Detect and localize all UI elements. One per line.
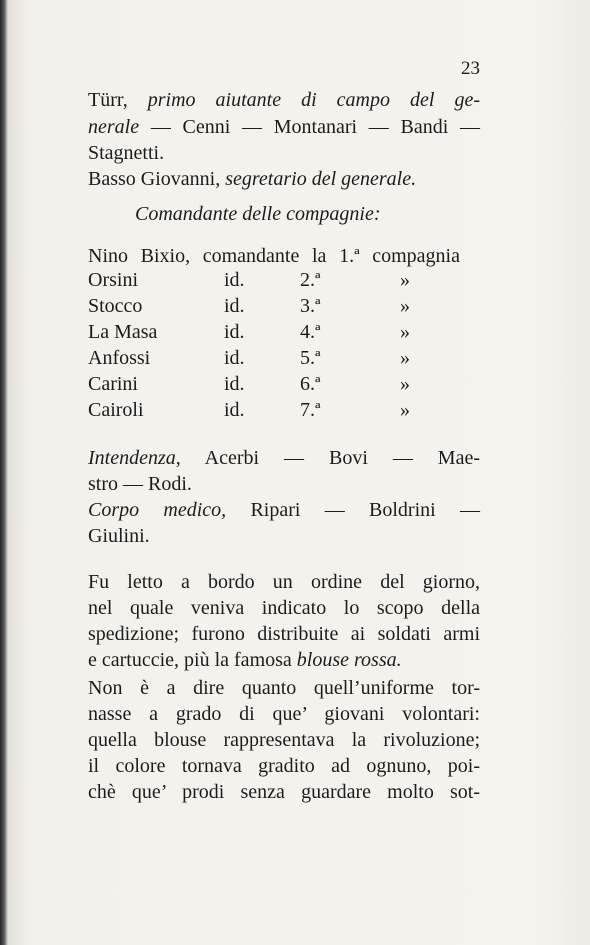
company-number: 7.ª xyxy=(300,399,321,421)
italic-span: Corpo medico, xyxy=(88,499,227,521)
commander-name: Carini xyxy=(88,373,138,395)
paragraph-line: nel quale veniva indicato lo scopo della xyxy=(88,597,480,619)
company-number: 3.ª xyxy=(300,295,321,317)
italic-span: nerale xyxy=(88,116,140,138)
ditto-mark: » xyxy=(400,269,410,291)
text-span: Stagnetti. xyxy=(88,142,165,164)
text-line xyxy=(88,471,480,497)
ditto-id: id. xyxy=(224,321,245,343)
text-span: Ripari — Boldrini — xyxy=(226,499,480,521)
company-row xyxy=(88,295,480,321)
text-span: stro — Rodi. xyxy=(88,473,192,495)
paragraph-line: Non è a dire quanto quell’uniforme tor- xyxy=(88,677,480,699)
company-row xyxy=(88,347,480,373)
commander-name: Stocco xyxy=(88,295,143,317)
commander-name: Anfossi xyxy=(88,347,151,369)
ditto-mark: » xyxy=(400,295,410,317)
text-line xyxy=(88,114,480,140)
text-span: Türr, xyxy=(88,89,148,111)
text-line xyxy=(88,445,480,471)
company-row xyxy=(88,321,480,347)
page-number: 23 xyxy=(461,58,480,79)
ditto-id: id. xyxy=(224,269,245,291)
text-line xyxy=(88,87,480,113)
company-number: 6.ª xyxy=(300,373,321,395)
ditto-id: id. xyxy=(224,295,245,317)
italic-span: blouse rossa. xyxy=(296,649,402,671)
paragraph-line: il colore tornava gradito ad ognuno, poi- xyxy=(88,755,480,777)
text-line xyxy=(88,166,480,192)
company-number: 4.ª xyxy=(300,321,321,343)
commander-name: La Masa xyxy=(88,321,158,343)
text-line xyxy=(88,523,480,549)
italic-span: segretario del generale. xyxy=(225,168,417,190)
paragraph-line: Fu letto a bordo un ordine del giorno, xyxy=(88,571,480,593)
company-row xyxy=(88,373,480,399)
text-line xyxy=(88,497,480,523)
binding-edge xyxy=(0,0,8,945)
text-span: — Cenni — Montanari — Bandi — xyxy=(139,116,480,138)
ditto-id: id. xyxy=(224,347,245,369)
paragraph-line: quella blouse rappresentava la rivoluzione; xyxy=(88,729,480,751)
commander-name: Cairoli xyxy=(88,399,144,421)
company-row xyxy=(88,399,480,425)
paragraph-line: nasse a grado di que’ giovani volontari: xyxy=(88,703,480,725)
italic-span: primo aiutante di campo del ge- xyxy=(147,89,480,111)
ditto-mark: » xyxy=(400,347,410,369)
companies-heading: Comandante delle compagnie: xyxy=(135,203,381,225)
company-number: 2.ª xyxy=(300,269,321,291)
ditto-mark: » xyxy=(400,373,410,395)
ditto-id: id. xyxy=(224,399,245,421)
text-span: Acerbi — Bovi — Mae- xyxy=(180,447,480,469)
ditto-id: id. xyxy=(224,373,245,395)
company-number: 5.ª xyxy=(300,347,321,369)
ditto-mark: » xyxy=(400,399,410,421)
paragraph-line: chè que’ prodi senza guardare molto sot- xyxy=(88,781,480,803)
ditto-mark: » xyxy=(400,321,410,343)
paragraph-line xyxy=(88,647,480,673)
text-span: Giulini. xyxy=(88,525,150,547)
company-row xyxy=(88,269,480,295)
commander-name: Orsini xyxy=(88,269,138,291)
companies-first-line: Nino Bixio, comandante la 1.ª compagnia xyxy=(88,245,460,267)
text-span: Basso Giovanni, xyxy=(88,168,226,190)
text-line xyxy=(88,140,480,166)
paragraph-line: spedizione; furono distribuite ai soldati armi xyxy=(88,623,480,645)
text-span: e cartuccie, più la famosa xyxy=(88,649,297,671)
italic-span: Intendenza, xyxy=(88,447,181,469)
